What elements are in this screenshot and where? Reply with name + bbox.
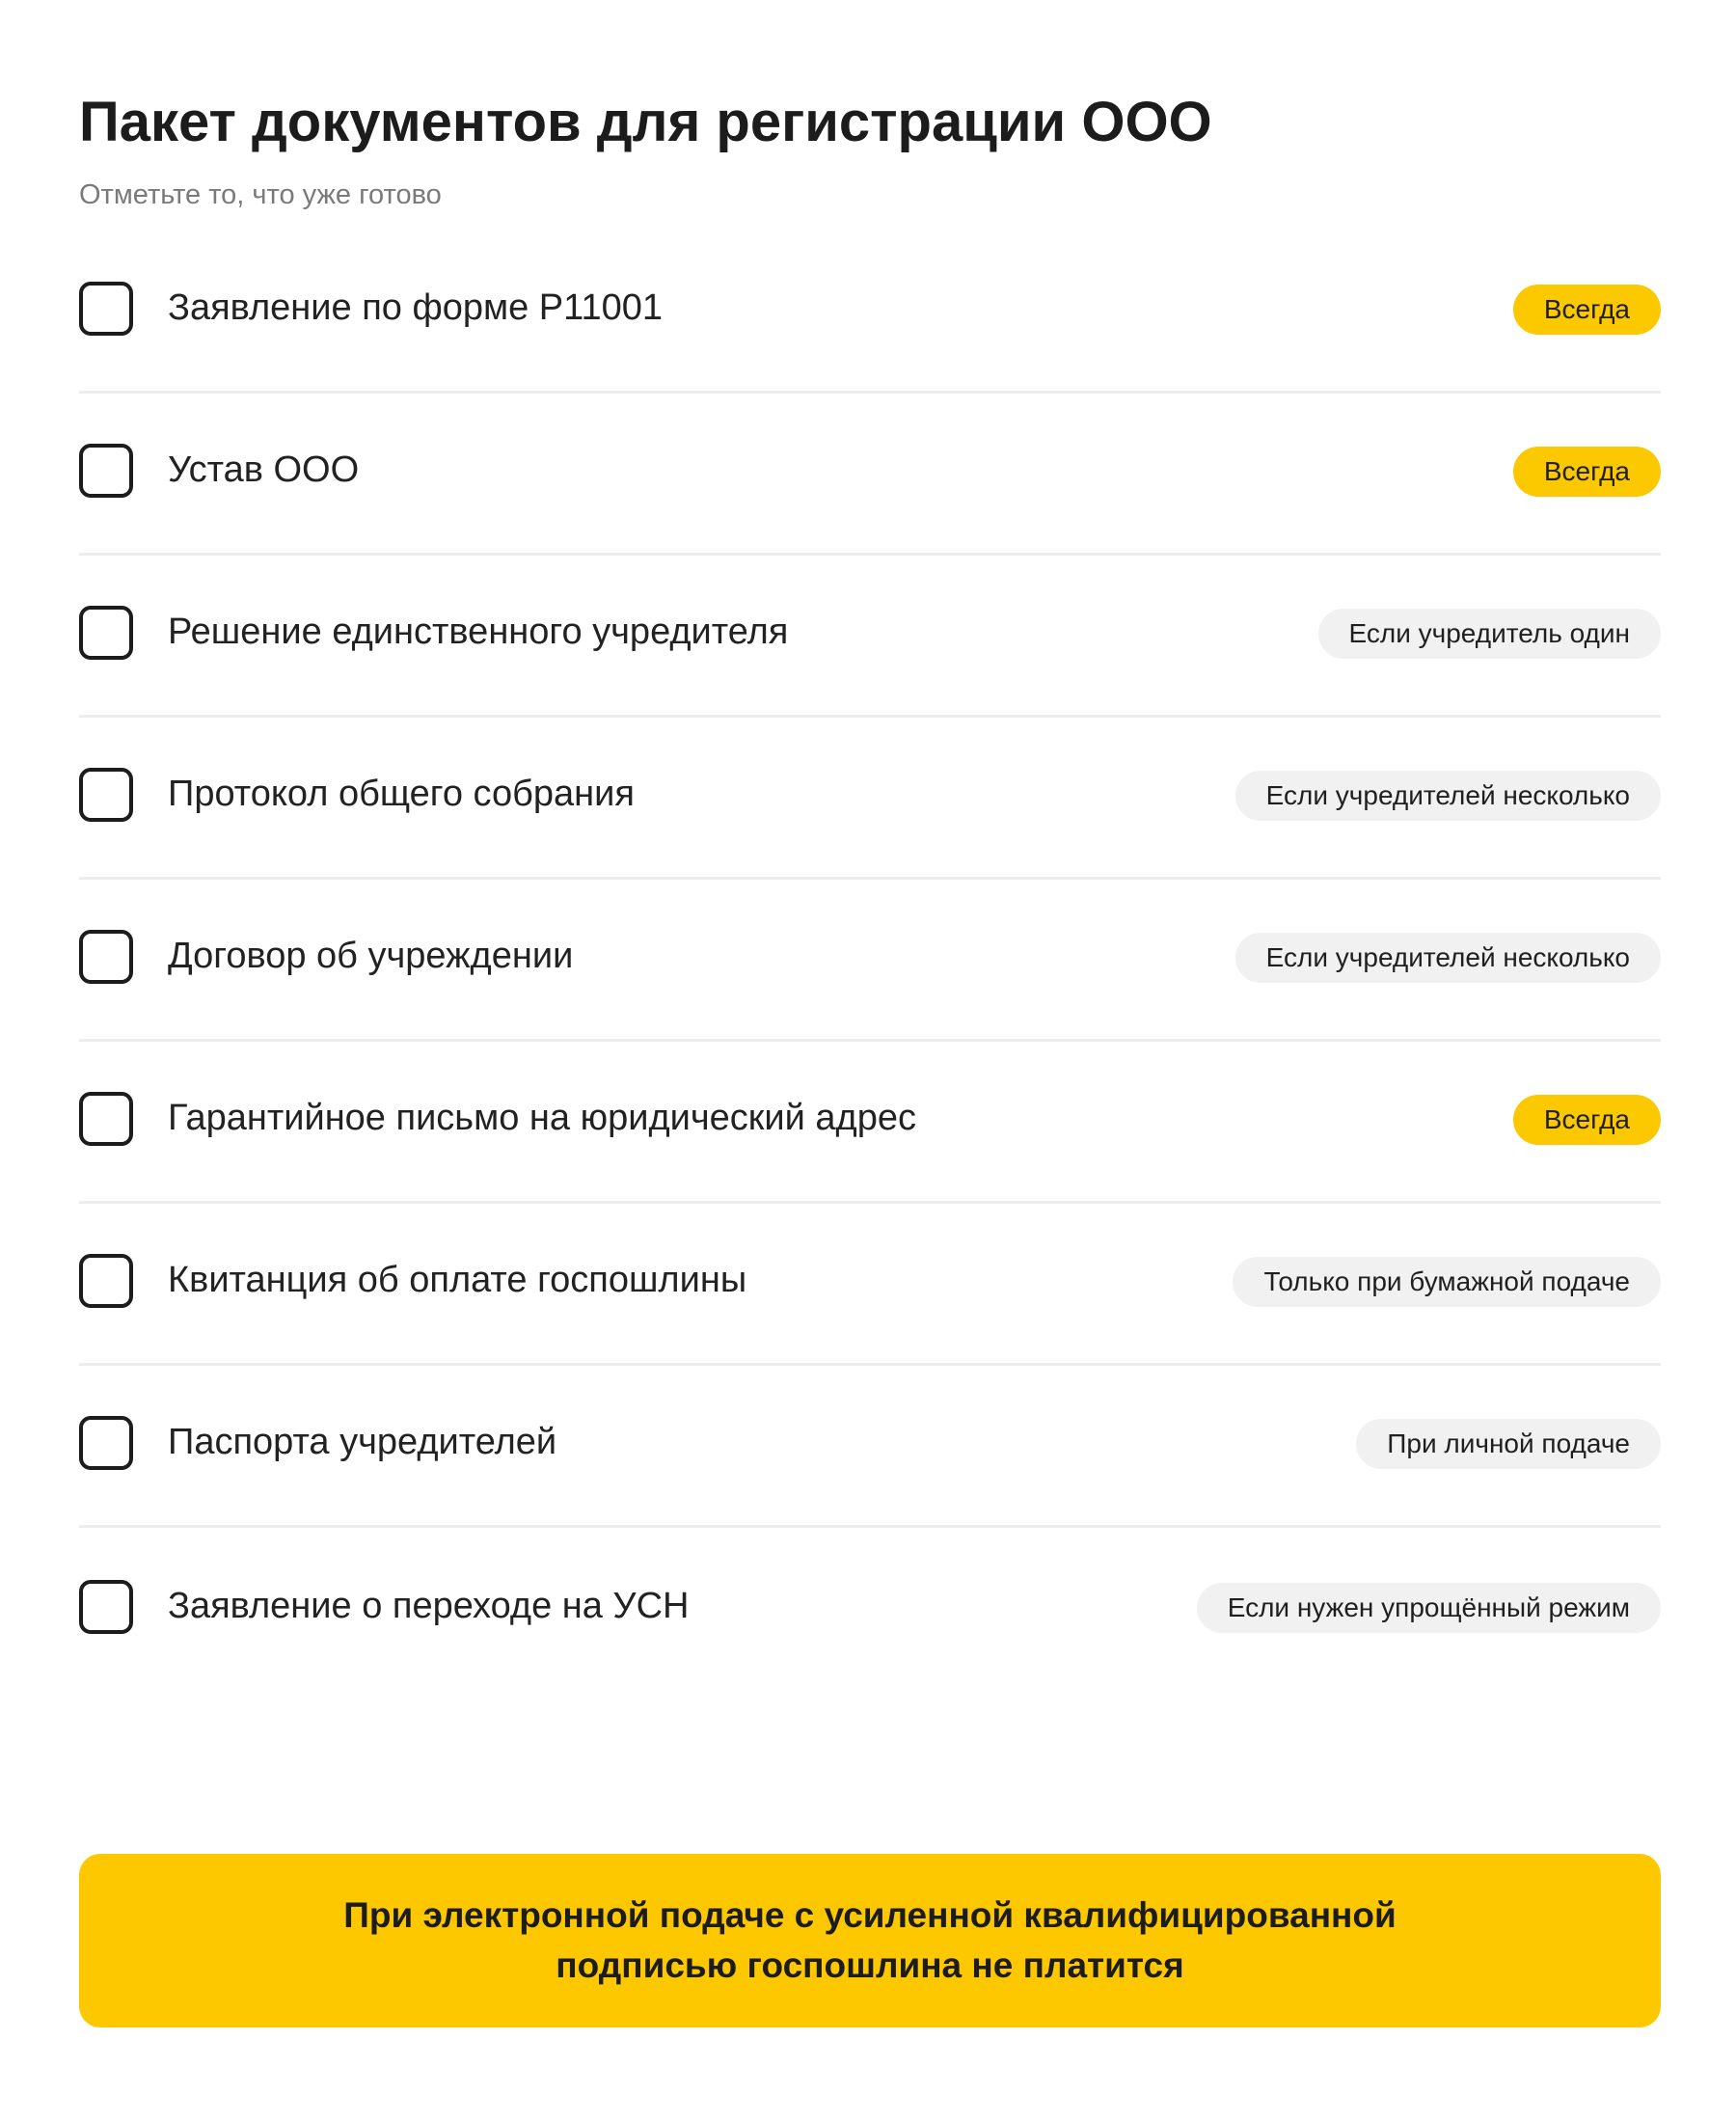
checkbox[interactable] <box>79 930 133 984</box>
checkbox[interactable] <box>79 444 133 498</box>
checklist-item-meeting-minutes[interactable] <box>79 718 1661 880</box>
checkbox[interactable] <box>79 1092 133 1146</box>
item-label: Квитанция об оплате госпошлины <box>168 1260 747 1300</box>
page-title: Пакет документов для регистрации ООО <box>79 91 1212 153</box>
requirement-badge: Если нужен упрощённый режим <box>1197 1583 1661 1633</box>
notice-banner <box>79 1854 1661 2027</box>
checklist-item-r11001-application[interactable] <box>79 231 1661 394</box>
checklist-item-sole-founder-decision[interactable] <box>79 556 1661 718</box>
checklist-item-founder-passports[interactable] <box>79 1366 1661 1528</box>
checklist-item-usn-application[interactable] <box>79 1528 1661 1690</box>
requirement-badge: Всегда <box>1513 285 1661 335</box>
requirement-badge: Только при бумажной подаче <box>1233 1257 1661 1307</box>
document-checklist <box>79 231 1661 1690</box>
item-label: Заявление о переходе на УСН <box>168 1585 690 1626</box>
checkbox[interactable] <box>79 1580 133 1634</box>
item-label: Заявление по форме Р11001 <box>168 287 663 328</box>
requirement-badge: Всегда <box>1513 1095 1661 1145</box>
page-subtitle: Отметьте то, что уже готово <box>79 179 442 210</box>
item-label: Устав ООО <box>168 449 360 490</box>
requirement-badge: Если учредителей несколько <box>1235 933 1661 983</box>
checklist-item-guarantee-letter[interactable] <box>79 1042 1661 1204</box>
notice-text-line: При электронной подаче с усиленной квалифицированной <box>343 1895 1397 1935</box>
item-label: Решение единственного учредителя <box>168 612 789 652</box>
checklist-item-charter[interactable] <box>79 394 1661 556</box>
item-label: Договор об учреждении <box>168 936 574 976</box>
item-label: Гарантийное письмо на юридический адрес <box>168 1098 916 1138</box>
checklist-item-founding-agreement[interactable] <box>79 880 1661 1042</box>
item-label: Протокол общего собрания <box>168 774 635 814</box>
notice-text-line: подписью госпошлина не платится <box>556 1945 1184 1985</box>
checkbox[interactable] <box>79 1416 133 1470</box>
requirement-badge: Если учредителей несколько <box>1235 771 1661 821</box>
requirement-badge: Если учредитель один <box>1318 609 1661 659</box>
checkbox[interactable] <box>79 1254 133 1308</box>
checkbox[interactable] <box>79 606 133 660</box>
requirement-badge: Всегда <box>1513 447 1661 497</box>
checkbox[interactable] <box>79 768 133 822</box>
requirement-badge: При личной подаче <box>1356 1419 1661 1469</box>
checklist-item-fee-receipt[interactable] <box>79 1204 1661 1366</box>
checkbox[interactable] <box>79 282 133 336</box>
item-label: Паспорта учредителей <box>168 1422 557 1462</box>
